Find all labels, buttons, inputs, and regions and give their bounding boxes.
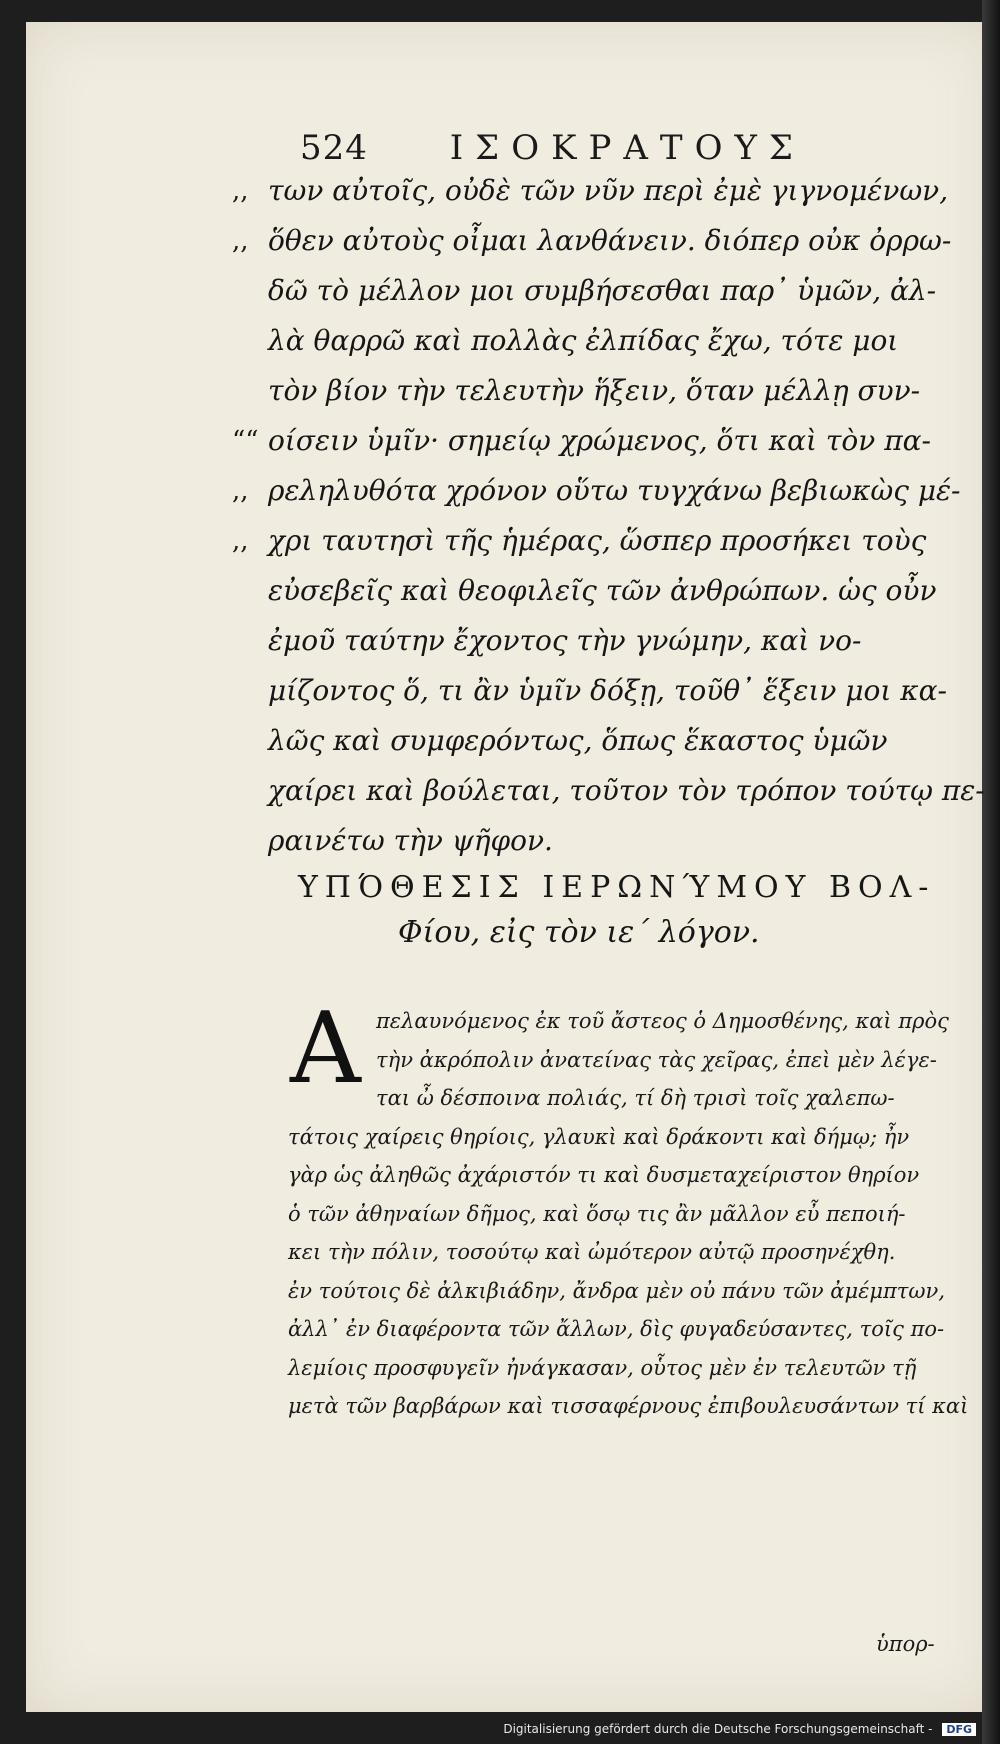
text-line [232, 216, 952, 266]
text-line-content: εὐσεβεῖς καὶ θεοφιλεῖς τῶν ἀνθρώπων. ὡς οὖν [268, 574, 937, 607]
argument-heading [298, 870, 938, 950]
text-line [268, 816, 944, 866]
text-line-content: των αὐτοῖς, οὐδὲ τῶν νῦν περὶ ἐμὲ γιγνομένων, [268, 174, 949, 207]
text-line-content: δῶ τὸ μέλλον μοι συμβήσεσθαι παρ᾽ ὑμῶν, ἀλ- [268, 274, 937, 307]
text-line-content: λῶς καὶ συμφερόντως, ὅπως ἕκαστος ὑμῶν [268, 724, 888, 757]
argument-line: κει τὴν πόλιν, τοσούτῳ καὶ ὠμότερον αὐτῷ προσηνέχθη. [288, 1240, 896, 1264]
text-line-content: μίζοντος ὅ, τι ἂν ὑμῖν δόξῃ, τοῦθ᾽ ἕξειν μοι κα- [268, 674, 948, 707]
text-line-content: ραινέτω τὴν ψῆφον. [268, 824, 553, 857]
quotation-mark: ,, [232, 226, 249, 256]
text-line-content: οίσειν ὑμῖν· σημείῳ χρώμενος, ὅτι καὶ τὸν πα- [268, 424, 931, 457]
heading-line-1: ΥΠΌΘΕΣΙΣ ΙΕΡΩΝΎΜΟΥ ΒΟΛ- [298, 870, 936, 905]
running-title: ΙΣΟΚΡΑΤΟΥΣ [449, 128, 805, 168]
text-line [232, 416, 944, 466]
credit-text: Digitalisierung gefördert durch die Deutsche Forschungsgemeinschaft - [503, 1722, 933, 1736]
text-line-content: χρι ταυτησὶ τῆς ἡμέρας, ὥσπερ προσήκει τοὺς [268, 524, 927, 557]
text-line [268, 566, 944, 616]
argument-line: ἀλλ᾽ ἐν διαφέροντα τῶν ἄλλων, δὶς φυγαδεύσαντες, τοῖς πο- [288, 1317, 945, 1341]
digitization-credit [503, 1722, 976, 1736]
text-line [232, 466, 961, 516]
quotation-mark: ,, [232, 526, 249, 556]
argument-line: γὰρ ὡς ἀληθῶς ἀχάριστόν τι καὶ δυσμεταχείριστον θηρίον [288, 1163, 920, 1187]
quotation-mark: ,, [232, 476, 249, 506]
argument-line: ἐν τούτοις δὲ ἀλκιβιάδην, ἄνδρα μὲν οὐ πάνυ τῶν ἀμέμπτων, [288, 1278, 945, 1303]
text-line-content: ἐμοῦ ταύτην ἔχοντος τὴν γνώμην, καὶ νο- [268, 624, 862, 657]
dfg-logo: DFG [942, 1723, 976, 1736]
text-line [268, 766, 985, 816]
argument-line: λεμίοις προσφυγεῖν ἠνάγκασαν, οὗτος μὲν ἐν τελευτῶν τῇ [288, 1355, 917, 1380]
text-line [268, 266, 944, 316]
text-line-content: τὸν βίον τὴν τελευτὴν ἥξειν, ὅταν μέλλῃ συν- [268, 374, 921, 407]
running-header [300, 128, 805, 168]
text-line-content: λὰ θαρρῶ καὶ πολλὰς ἐλπίδας ἔχω, τότε μοι [268, 324, 899, 357]
text-line [268, 316, 944, 366]
text-line-content: ὅθεν αὐτοὺς οἶμαι λανθάνειν. διόπερ οὐκ ὀρρω- [268, 224, 952, 257]
text-line-content: ρεληλυθότα χρόνον οὕτω τυγχάνω βεβιωκὼς μέ- [268, 474, 961, 507]
argument-line: τὴν ἀκρόπολιν ἀνατείνας τὰς χεῖρας, ἐπεὶ μὲν λέγε- [376, 1047, 937, 1072]
text-line [232, 166, 949, 216]
decorated-initial: Α [290, 992, 361, 1106]
argument-line: μετὰ τῶν βαρβάρων καὶ τισσαφέρνους ἐπιβουλευσάντων τί καὶ [288, 1394, 969, 1418]
page-number: 524 [300, 128, 368, 168]
heading-line-2: Φίου, εἰς τὸν ιε΄ λόγον. [398, 915, 760, 950]
main-text-block [232, 166, 985, 866]
book-spine-edge [982, 0, 1000, 1744]
text-line [268, 616, 944, 666]
text-line [232, 516, 944, 566]
quotation-mark: ““ [232, 426, 259, 456]
catchword: ὑπορ- [876, 1632, 935, 1656]
quotation-mark: ,, [232, 176, 249, 206]
text-line [268, 716, 944, 766]
text-line-content: χαίρει καὶ βούλεται, τοῦτον τὸν τρόπον τούτῳ πε- [268, 774, 985, 807]
text-line [268, 666, 948, 716]
argument-line: τάτοις χαίρεις θηρίοις, γλαυκὶ καὶ δράκοντι καὶ δήμῳ; ἦν [288, 1124, 910, 1149]
argument-line: ὁ τῶν ἀθηναίων δῆμος, καὶ ὅσῳ τις ἂν μᾶλλον εὖ πεποιή- [288, 1201, 906, 1226]
argument-line: πελαυνόμενος ἐκ τοῦ ἄστεος ὁ Δημοσθένης, καὶ πρὸς [376, 1009, 949, 1033]
argument-line: ται ὦ δέσποινα πολιάς, τί δὴ τρισὶ τοῖς χαλεπω- [376, 1086, 895, 1110]
argument-text-block [288, 992, 969, 1426]
text-line [268, 366, 944, 416]
